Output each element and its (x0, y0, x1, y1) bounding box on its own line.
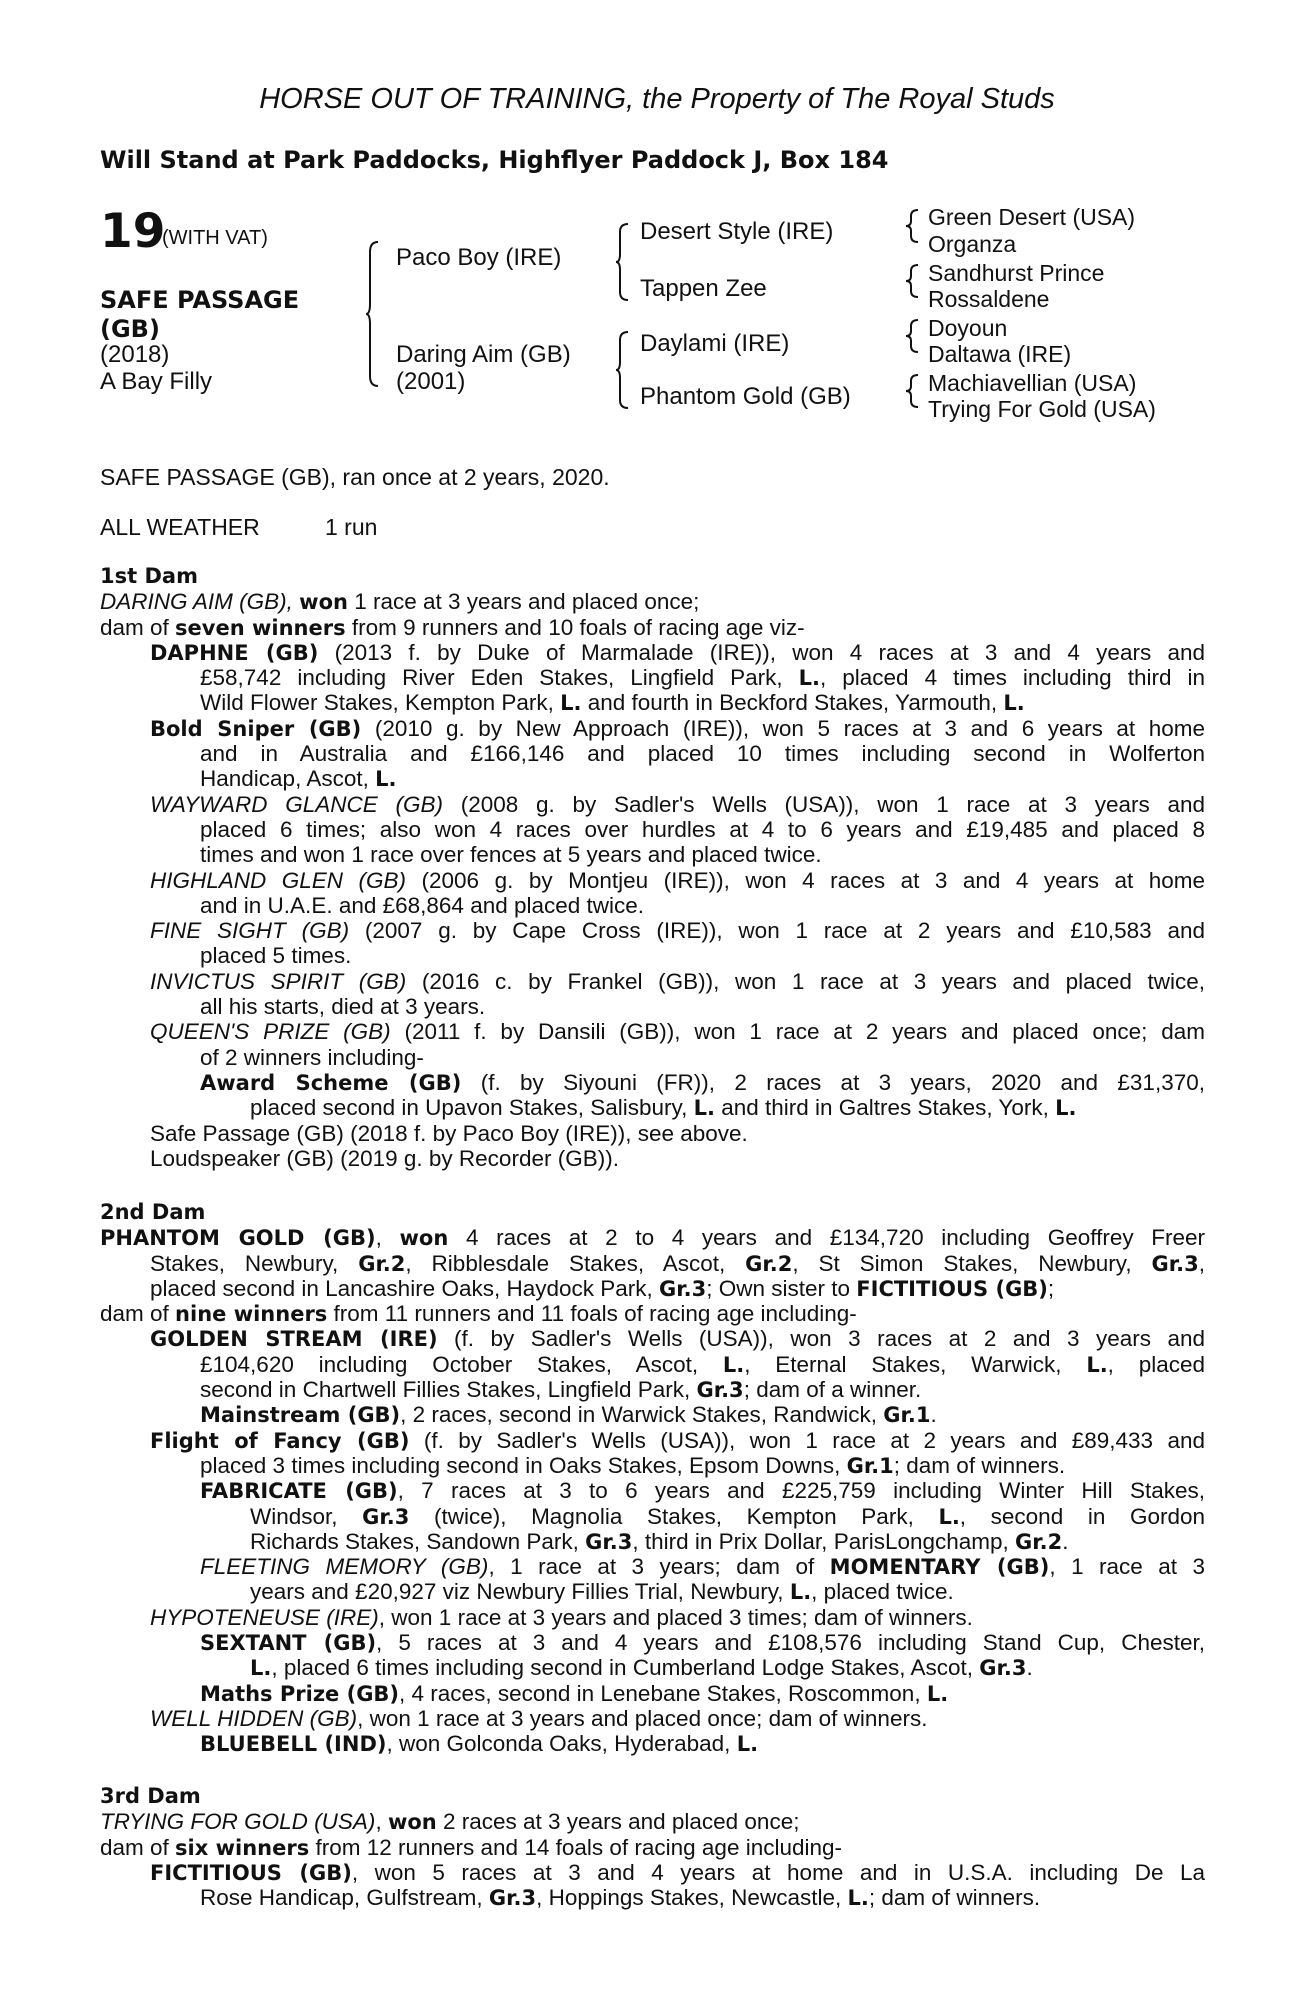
second-dam-section (100, 1200, 1205, 1757)
text-line: placed second in Upavon Stakes, Salisbury, L. and third in Galtres Stakes, York, L. (250, 1095, 1077, 1121)
text-line: placed 5 times. (200, 943, 352, 969)
foaling-year: (2018) (100, 341, 170, 368)
surface-label: ALL WEATHER (100, 514, 260, 540)
text-line: Award Scheme (GB) (f. by Siyouni (FR)), 2 races at 3 years, 2020 and £31,370, (200, 1069, 1205, 1095)
text-line: of 2 winners including- (200, 1044, 424, 1070)
horse-name-line1: SAFE PASSAGE (100, 286, 300, 314)
text-line: placed second in Lancashire Oaks, Haydock Park, Gr.3; Own sister to FICTITIOUS (GB); (150, 1275, 1055, 1301)
text-line: INVICTUS SPIRIT (GB) (2016 c. by Frankel (GB)), won 1 race at 3 years and placed twice, (150, 968, 1206, 994)
ggp-name: Daltawa (IRE) (928, 341, 1072, 367)
text-line: times and won 1 race over fences at 5 years and placed twice. (200, 842, 822, 868)
text-line: FICTITIOUS (GB), won 5 races at 3 and 4 years at home and in U.S.A. including De La (150, 1859, 1205, 1885)
text-line: Windsor, Gr.3 (twice), Magnolia Stakes, Kempton Park, L., second in Gordon (250, 1503, 1205, 1529)
section-heading: 1st Dam (100, 564, 198, 588)
text-line: PHANTOM GOLD (GB), won 4 races at 2 to 4 years and £134,720 including Geoffrey Freer (100, 1225, 1205, 1251)
dam-dam-name: Phantom Gold (GB) (640, 383, 851, 410)
text-line: Handicap, Ascot, L. (200, 766, 397, 792)
ggp-bracket-4 (906, 373, 920, 409)
horse-name-line2: (GB) (100, 315, 160, 343)
horse-description: A Bay Filly (100, 368, 213, 395)
dam-name: Daring Aim (GB) (396, 341, 571, 368)
ggp-name: Trying For Gold (USA) (928, 396, 1156, 422)
section-heading: 3rd Dam (100, 1784, 201, 1808)
text-line: Mainstream (GB), 2 races, second in Warwick Stakes, Randwick, Gr.1. (200, 1402, 937, 1428)
horse-info (100, 341, 212, 395)
lot-number: 19 (100, 204, 166, 259)
sire-sire-name: Desert Style (IRE) (640, 218, 834, 245)
dam-bracket (616, 330, 630, 410)
text-line: TRYING FOR GOLD (USA), won 2 races at 3 years and placed once; (100, 1809, 800, 1835)
text-line: Loudspeaker (GB) (2019 g. by Recorder (GB)). (150, 1145, 619, 1171)
dam-sire-name: Daylami (IRE) (640, 330, 790, 357)
text-line: FLEETING MEMORY (GB), 1 race at 3 years; dam of MOMENTARY (GB), 1 race at 3 (200, 1554, 1205, 1580)
text-line: SEXTANT (GB), 5 races at 3 and 4 years and £108,576 including Stand Cup, Chester, (200, 1630, 1205, 1656)
first-dam-section (100, 564, 1205, 1171)
text-line: and in U.A.E. and £68,864 and placed twice. (200, 892, 645, 918)
ggp-name: Green Desert (USA) (928, 204, 1136, 230)
ggp-name: Rossaldene (928, 286, 1050, 312)
text-line: Stakes, Newbury, Gr.2, Ribblesdale Stakes, Ascot, Gr.2, St Simon Stakes, Newbury, Gr.3, (150, 1250, 1205, 1276)
ggp-name: Machiavellian (USA) (928, 370, 1137, 396)
text-line: £104,620 including October Stakes, Ascot, L., Eternal Stakes, Warwick, L., placed (200, 1351, 1205, 1377)
text-line: dam of seven winners from 9 runners and 10 foals of racing age viz- (100, 614, 805, 640)
text-line: Maths Prize (GB), 4 races, second in Lenebane Stakes, Roscommon, L. (200, 1680, 949, 1706)
text-line: WELL HIDDEN (GB), won 1 race at 3 years and placed once; dam of winners. (150, 1705, 928, 1731)
dam-year: (2001) (396, 368, 466, 395)
horse-name (100, 286, 340, 344)
ggp-bracket-3 (906, 318, 920, 354)
text-line: BLUEBELL (IND), won Golconda Oaks, Hyderabad, L. (200, 1731, 759, 1757)
text-line: Flight of Fancy (GB) (f. by Sadler's Wells (USA)), won 1 race at 2 years and £89,433 and (150, 1427, 1205, 1453)
text-line: Safe Passage (GB) (2018 f. by Paco Boy (IRE)), see above. (150, 1120, 748, 1146)
text-line: HIGHLAND GLEN (GB) (2006 g. by Montjeu (IRE)), won 4 races at 3 and 4 years at home (150, 867, 1205, 893)
ggp-name: Doyoun (928, 315, 1008, 341)
text-line: all his starts, died at 3 years. (200, 994, 486, 1020)
sire-name: Paco Boy (IRE) (396, 244, 562, 271)
sire-dam-name: Tappen Zee (640, 275, 767, 302)
text-line: L., placed 6 times including second in Cumberland Lodge Stakes, Ascot, Gr.3. (250, 1655, 1033, 1681)
text-line: and in Australia and £166,146 and placed 10 times including second in Wolferton (200, 741, 1205, 767)
text-line: placed 6 times; also won 4 races over hurdles at 4 to 6 years and £19,485 and placed 8 (200, 816, 1205, 842)
sire-bracket (616, 222, 630, 302)
text-line: GOLDEN STREAM (IRE) (f. by Sadler's Wells (USA)), won 3 races at 2 and 3 years and (150, 1326, 1205, 1352)
section-heading: 2nd Dam (100, 1200, 206, 1224)
text-line: dam of nine winners from 11 runners and 11 foals of racing age including- (100, 1301, 857, 1327)
ggp-bracket-1 (906, 208, 920, 244)
surface-runs: 1 run (325, 514, 378, 540)
ggp-name: Organza (928, 231, 1017, 257)
text-line: Wild Flower Stakes, Kempton Park, L. and fourth in Beckford Stakes, Yarmouth, L. (200, 690, 1025, 716)
page-title: HORSE OUT OF TRAINING, the Property of The Royal Studs (259, 83, 1055, 115)
text-line: Rose Handicap, Gulfstream, Gr.3, Hoppings Stakes, Newcastle, L.; dam of winners. (200, 1885, 1041, 1911)
text-line: second in Chartwell Fillies Stakes, Lingfield Park, Gr.3; dam of a winner. (200, 1377, 922, 1403)
text-line: DARING AIM (GB), won 1 race at 3 years and placed once; (100, 589, 700, 615)
text-line: QUEEN'S PRIZE (GB) (2011 f. by Dansili (GB)), won 1 race at 2 years and placed once; dam (150, 1019, 1206, 1045)
text-line: WAYWARD GLANCE (GB) (2008 g. by Sadler's Wells (USA)), won 1 race at 3 years and (150, 791, 1205, 817)
ggp-name: Sandhurst Prince (928, 260, 1105, 286)
sire-dam-bracket (366, 240, 380, 388)
stand-location: Will Stand at Park Paddocks, Highflyer Paddock J, Box 184 (100, 146, 889, 174)
text-line: years and £20,927 viz Newbury Fillies Trial, Newbury, L., placed twice. (250, 1579, 954, 1605)
text-line: dam of six winners from 12 runners and 14 foals of racing age including- (100, 1834, 843, 1860)
third-dam-section (100, 1784, 1205, 1910)
text-line: HYPOTENEUSE (IRE), won 1 race at 3 years and placed 3 times; dam of winners. (150, 1604, 973, 1630)
text-line: FINE SIGHT (GB) (2007 g. by Cape Cross (IRE)), won 1 race at 2 years and £10,583 and (150, 918, 1205, 944)
ggp-bracket-2 (906, 263, 920, 299)
text-line: Bold Sniper (GB) (2010 g. by New Approach (IRE)), won 5 races at 3 and 6 years at home (150, 715, 1206, 741)
text-line: Richards Stakes, Sandown Park, Gr.3, third in Prix Dollar, ParisLongchamp, Gr.2. (250, 1528, 1069, 1554)
text-line: FABRICATE (GB), 7 races at 3 to 6 years and £225,759 including Winter Hill Stakes, (200, 1478, 1205, 1504)
text-line: £58,742 including River Eden Stakes, Lingfield Park, L., placed 4 times including third in (200, 665, 1205, 691)
vat-note: (WITH VAT) (162, 227, 268, 249)
text-line: placed 3 times including second in Oaks Stakes, Epsom Downs, Gr.1; dam of winners. (200, 1452, 1066, 1478)
text-line: DAPHNE (GB) (2013 f. by Duke of Marmalade (IRE)), won 4 races at 3 and 4 years and (150, 639, 1205, 665)
race-summary: SAFE PASSAGE (GB), ran once at 2 years, 2020. (100, 464, 610, 490)
